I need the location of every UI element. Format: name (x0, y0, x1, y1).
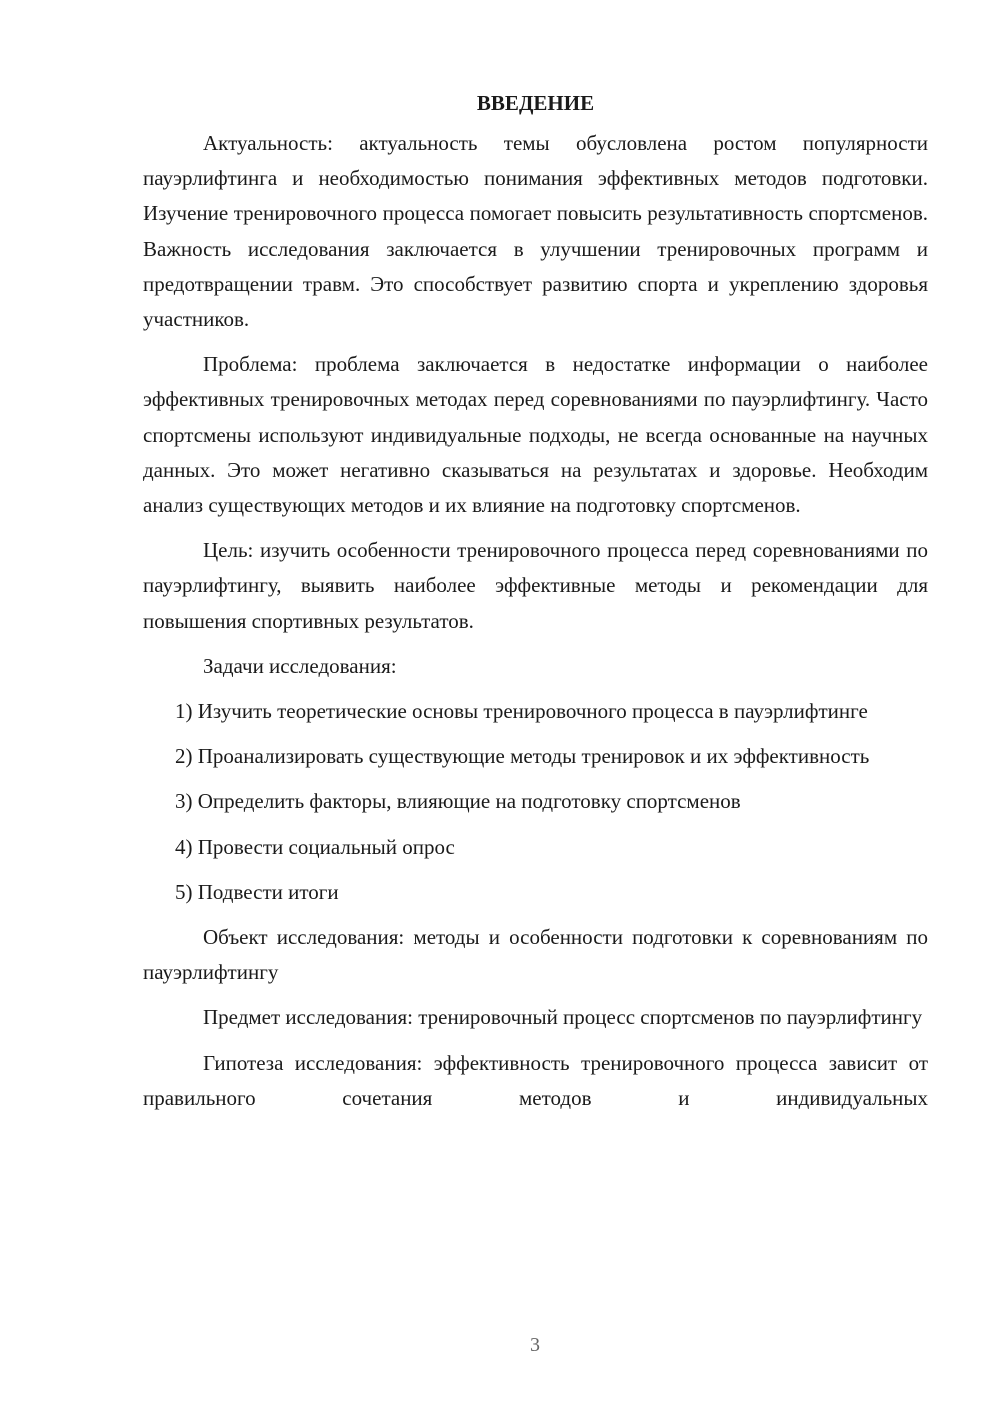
task-item-3: 3) Определить факторы, влияющие на подготовку спортсменов (175, 789, 741, 814)
task-item-5: 5) Подвести итоги (175, 879, 339, 904)
tasks-heading: Задачи исследования: (203, 653, 397, 678)
paragraph-goal: Цель: изучить особенности тренировочного процесса перед соревнованиями по пауэрлифтингу, выявить наиболее эффективные методы и рекомендации для повышения спортивных результатов. (143, 538, 928, 633)
task-item-2: 2) Проанализировать существующие методы тренировок и их эффективность (175, 744, 870, 769)
paragraph-relevance: Актуальность: актуальность темы обусловлена ростом популярности пауэрлифтинга и необходимостью понимания эффективных методов подготовки. Изучение тренировочного процесса помогает повысить результативность спортсменов. Важность исследования заключается в улучшении тренировочных программ и предотвращении травм. Это способствует развитию спорта и укреплению здоровья участников. (143, 131, 928, 332)
page-title: ВВЕДЕНИЕ (476, 91, 595, 115)
paragraph-object: Объект исследования: методы и особенности подготовки к соревнованиям по пауэрлифтингу (143, 925, 928, 985)
document-page (143, 88, 928, 1116)
paragraph-subject: Предмет исследования: тренировочный процесс спортсменов по пауэрлифтингу (203, 1005, 923, 1030)
paragraph-hypothesis: Гипотеза исследования: эффективность тренировочного процесса зависит от правильного сочетания методов и индивидуальных (143, 1050, 928, 1110)
task-item-1: 1) Изучить теоретические основы тренировочного процесса в пауэрлифтинге (175, 699, 868, 724)
paragraph-problem: Проблема: проблема заключается в недостатке информации о наиболее эффективных тренировочных методах перед соревнованиями по пауэрлифтингу. Часто спортсмены используют индивидуальные подходы, не всегда основанные на научных данных. Это может негативно сказываться на результатах и здоровье. Необходим анализ существующих методов и их влияние на подготовку спортсменов. (143, 352, 928, 518)
task-item-4: 4) Провести социальный опрос (175, 834, 455, 859)
page-number: 3 (530, 1334, 540, 1356)
